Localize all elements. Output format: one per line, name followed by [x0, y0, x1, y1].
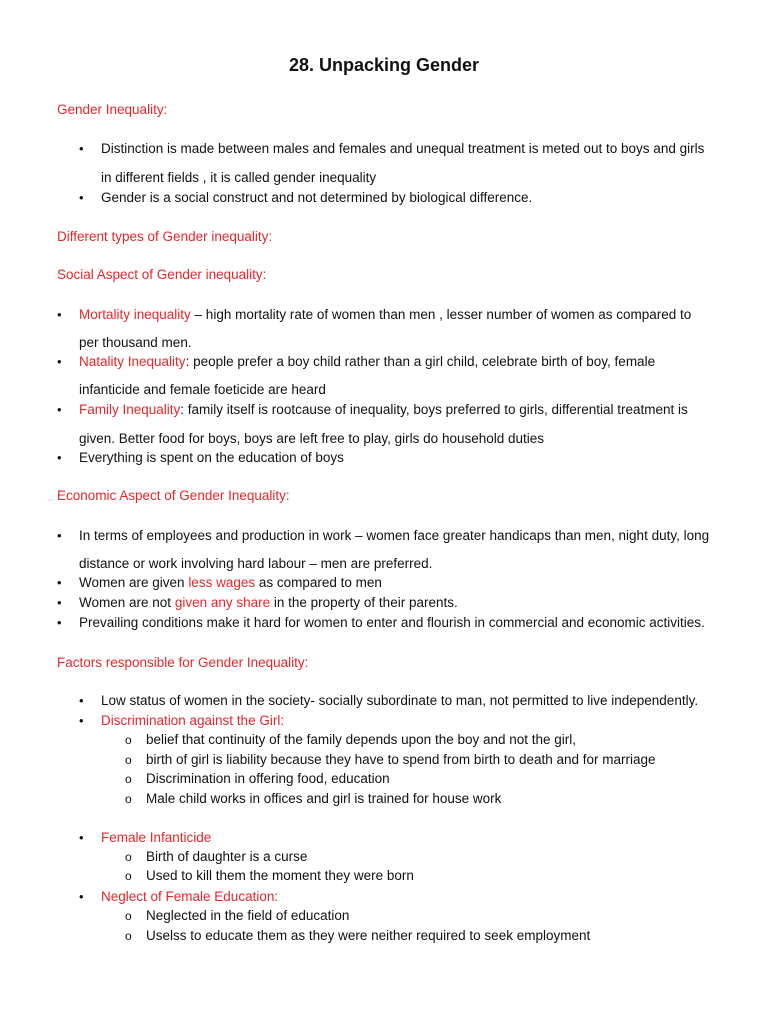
- text-run: Women are not: [79, 595, 175, 610]
- bullet: •: [57, 575, 62, 590]
- bullet: •: [57, 307, 62, 322]
- term-family-inequality: Family Inequality: [79, 402, 181, 417]
- paragraph-line: distance or work involving hard labour – men are preferred.: [79, 556, 433, 571]
- bullet: •: [79, 830, 84, 845]
- bullet: •: [57, 615, 62, 630]
- bullet: •: [57, 595, 62, 610]
- paragraph-line: Discrimination in offering food, education: [146, 771, 390, 786]
- sub-bullet: o: [125, 753, 132, 767]
- term-given-any-share: given any share: [174, 595, 271, 610]
- sub-bullet: o: [125, 792, 132, 806]
- bullet: •: [57, 402, 62, 417]
- paragraph-line: [79, 402, 688, 417]
- text-run: : people prefer a boy child rather than a girl child, celebrate birth of boy, female: [185, 354, 656, 369]
- paragraph-line: Neglected in the field of education: [146, 908, 350, 923]
- sub-bullet: o: [125, 869, 132, 883]
- sub-bullet: o: [125, 772, 132, 786]
- paragraph-line: birth of girl is liability because they have to spend from birth to death and for marriage: [146, 752, 656, 767]
- term-female-infanticide: Female Infanticide: [101, 830, 212, 845]
- bullet: •: [57, 354, 62, 369]
- page-title: 28. Unpacking Gender: [288, 55, 480, 75]
- text-run: : family itself is rootcause of inequality, boys preferred to girls, differential treatment is: [180, 402, 688, 417]
- text-run: in the property of their parents.: [270, 595, 458, 610]
- paragraph-line: Male child works in offices and girl is trained for house work: [146, 791, 502, 806]
- bullet: •: [79, 693, 84, 708]
- paragraph-line: infanticide and female foeticide are heard: [79, 382, 326, 397]
- sub-bullet: o: [125, 850, 132, 864]
- term-neglect-female-education: Neglect of Female Education:: [101, 889, 279, 904]
- text-run: – high mortality rate of women than men , lesser number of women as compared to: [190, 307, 692, 322]
- sub-bullet: o: [125, 733, 132, 747]
- paragraph-line: Used to kill them the moment they were born: [146, 868, 414, 883]
- bullet: •: [79, 141, 84, 156]
- heading-social-aspect: Social Aspect of Gender inequality:: [57, 267, 267, 282]
- paragraph-line: Gender is a social construct and not determined by biological difference.: [101, 190, 533, 205]
- bullet: •: [79, 889, 84, 904]
- term-natality-inequality: Natality Inequality: [79, 354, 186, 369]
- term-discrimination-against-girl: Discrimination against the Girl:: [101, 713, 285, 728]
- paragraph-line: Everything is spent on the education of boys: [79, 450, 344, 465]
- paragraph-line: Distinction is made between males and females and unequal treatment is meted out to boys and girls: [101, 141, 705, 156]
- paragraph-line: per thousand men.: [79, 335, 192, 350]
- sub-bullet: o: [125, 929, 132, 943]
- term-less-wages: less wages: [188, 575, 256, 590]
- text-run: as compared to men: [255, 575, 382, 590]
- heading-gender-inequality: Gender Inequality:: [57, 102, 168, 117]
- paragraph-line: Uselss to educate them as they were neither required to seek employment: [146, 928, 591, 943]
- paragraph-line: Low status of women in the society- socially subordinate to man, not permitted to live independently.: [101, 693, 699, 708]
- sub-bullet: o: [125, 909, 132, 923]
- bullet: •: [79, 713, 84, 728]
- term-mortality-inequality: Mortality inequality: [79, 307, 191, 322]
- bullet: •: [57, 528, 62, 543]
- paragraph-line: [79, 595, 458, 610]
- paragraph-line: In terms of employees and production in work – women face greater handicaps than men, night duty, long: [79, 528, 710, 543]
- bullet: •: [79, 190, 84, 205]
- heading-factors: Factors responsible for Gender Inequality:: [57, 655, 309, 670]
- paragraph-line: [79, 354, 655, 369]
- paragraph-line: Birth of daughter is a curse: [146, 849, 308, 864]
- paragraph-line: belief that continuity of the family depends upon the boy and not the girl,: [146, 732, 577, 747]
- paragraph-line: Prevailing conditions make it hard for women to enter and flourish in commercial and economic activities.: [79, 615, 705, 630]
- bullet: •: [57, 450, 62, 465]
- text-run: Women are given: [79, 575, 189, 590]
- heading-economic-aspect: Economic Aspect of Gender Inequality:: [57, 488, 290, 503]
- paragraph-line: [79, 307, 691, 322]
- paragraph-line: in different fields , it is called gender inequality: [101, 170, 377, 185]
- heading-types-of-inequality: Different types of Gender inequality:: [57, 229, 273, 244]
- paragraph-line: [79, 575, 382, 590]
- paragraph-line: given. Better food for boys, boys are left free to play, girls do household duties: [79, 431, 545, 446]
